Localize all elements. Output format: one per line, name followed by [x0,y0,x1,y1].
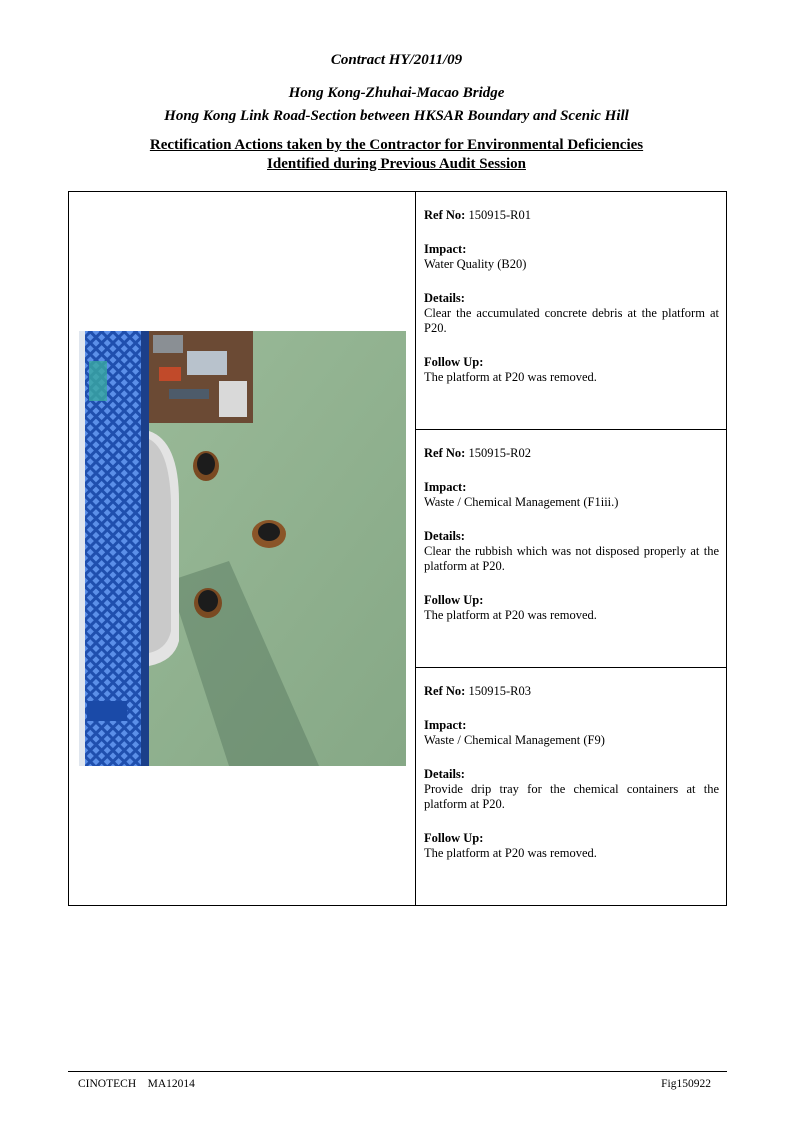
pile-1 [193,451,219,481]
details-value: Clear the rubbish which was not disposed properly at the platform at P20. [424,544,719,573]
record-cell-3 [416,668,726,906]
photo-cell [69,192,416,905]
ref-no-value: 150915-R02 [468,446,531,460]
impact-label: Impact: [424,480,467,494]
details-label: Details: [424,529,465,543]
impact-value: Waste / Chemical Management (F1iii.) [424,495,619,509]
project-section: Hong Kong Link Road-Section between HKSAR Boundary and Scenic Hill [164,108,629,124]
contract-number: Contract HY/2011/09 [330,52,463,68]
document-title-line1: Rectification Actions taken by the Contractor for Environmental Deficiencies [149,137,644,153]
follow-up-value: The platform at P20 was removed. [424,608,597,622]
ref-no-label: Ref No: [424,208,466,222]
follow-up-label: Follow Up: [424,593,484,607]
record-cell-1 [416,192,726,430]
ref-no-value: 150915-R03 [468,684,531,698]
document-title-line2: Identified during Previous Audit Session [267,156,526,172]
impact-value: Water Quality (B20) [424,257,527,271]
pile-2 [252,520,286,548]
details-label: Details: [424,291,465,305]
pile-3 [194,588,222,618]
follow-up-value: The platform at P20 was removed. [424,846,597,860]
rectification-table [68,191,727,906]
ref-no-value: 150915-R01 [468,208,531,222]
follow-up-label: Follow Up: [424,355,484,369]
impact-label: Impact: [424,242,467,256]
details-value: Provide drip tray for the chemical containers at the platform at P20. [424,782,719,811]
impact-label: Impact: [424,718,467,732]
footer-rule [68,1071,727,1072]
follow-up-label: Follow Up: [424,831,484,845]
follow-up-value: The platform at P20 was removed. [424,370,597,384]
details-value: Clear the accumulated concrete debris at the platform at P20. [424,306,719,335]
details-label: Details: [424,767,465,781]
project-name: Hong Kong-Zhuhai-Macao Bridge [288,85,505,101]
footer-figure-ref: Fig150922 [661,1078,711,1090]
ref-no-label: Ref No: [424,684,466,698]
impact-value: Waste / Chemical Management (F9) [424,733,605,747]
site-photo [79,331,406,766]
footer-company-ref: CINOTECH MA12014 [78,1078,195,1090]
record-cell-2 [416,430,726,668]
ref-no-label: Ref No: [424,446,466,460]
